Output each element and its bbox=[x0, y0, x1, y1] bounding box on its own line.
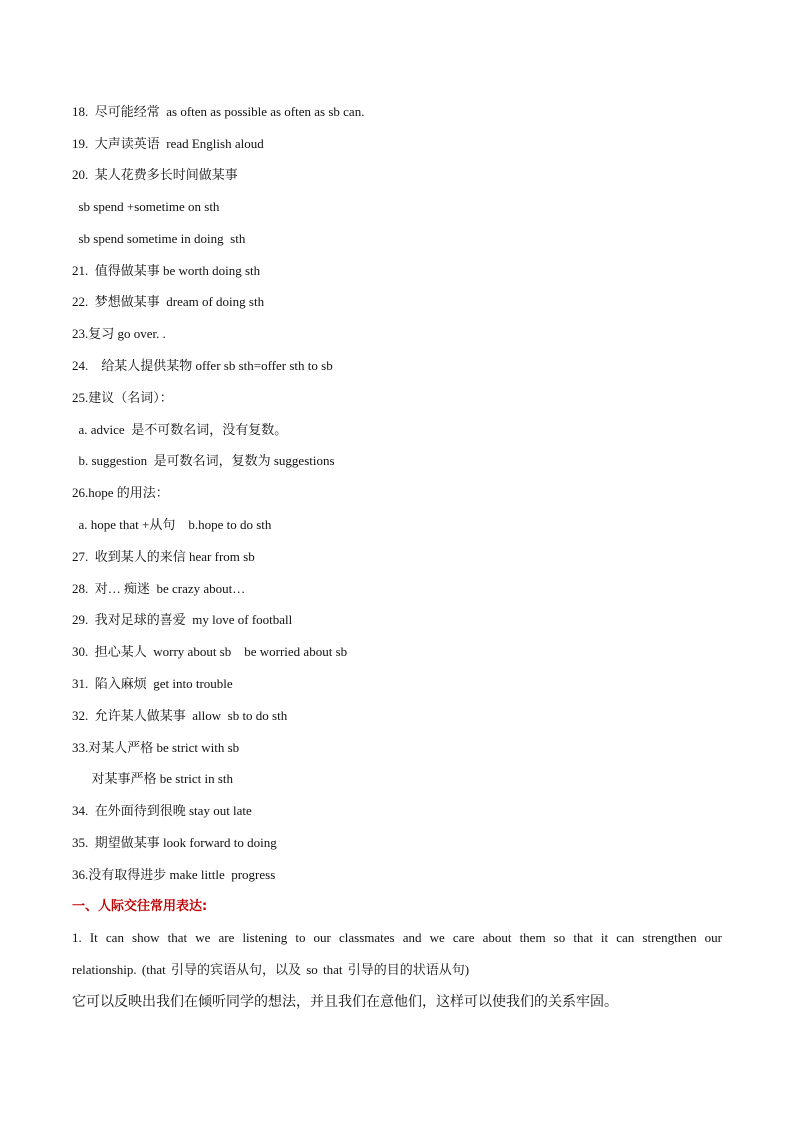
list-item: 33.对某人严格 be strict with sb bbox=[72, 740, 240, 755]
list-item: a. hope that +从句 b.hope to do sth bbox=[72, 517, 272, 532]
list-item: 22. 梦想做某事 dream of doing sth bbox=[72, 294, 265, 309]
list-item: 21. 值得做某事 be worth doing sth bbox=[72, 263, 261, 278]
list-item: 29. 我对足球的喜爱 my love of football bbox=[72, 612, 293, 627]
example-sentence-english: 1. It can show that we are listening to our classmates and we care about them so that it can strengthen our relationship. (that 引导的宾语从句，以及 so that 引导的目的状语从句) bbox=[72, 930, 722, 977]
list-item: 31. 陷入麻烦 get into trouble bbox=[72, 676, 233, 691]
list-item: 23.复习 go over. . bbox=[72, 326, 166, 341]
list-item: 30. 担心某人 worry about sb be worried about sb bbox=[72, 644, 348, 659]
list-item: 32. 允许某人做某事 allow sb to do sth bbox=[72, 708, 288, 723]
list-item: 24. 给某人提供某物 offer sb sth=offer sth to sb bbox=[72, 358, 333, 373]
example-sentence-chinese: 它可以反映出我们在倾听同学的想法，并且我们在意他们，这样可以使我们的关系牢固。 bbox=[72, 994, 618, 1010]
list-item: 28. 对… 痴迷 be crazy about… bbox=[72, 581, 246, 596]
list-item: sb spend sometime in doing sth bbox=[72, 231, 246, 246]
list-item: 18. 尽可能经常 as often as possible as often as sb can. bbox=[72, 104, 365, 119]
list-item: 35. 期望做某事 look forward to doing bbox=[72, 835, 277, 850]
list-item: 34. 在外面待到很晚 stay out late bbox=[72, 803, 252, 818]
list-item: a. advice 是不可数名词，没有复数。 bbox=[72, 422, 288, 437]
section-heading: 一、人际交往常用表达: bbox=[72, 899, 208, 914]
list-item: 对某事严格 be strict in sth bbox=[72, 771, 234, 786]
list-item: 19. 大声读英语 read English aloud bbox=[72, 136, 264, 151]
list-item: 26.hope 的用法： bbox=[72, 485, 169, 500]
list-item: 20. 某人花费多长时间做某事 bbox=[72, 167, 238, 182]
list-item: 27. 收到某人的来信 hear from sb bbox=[72, 549, 255, 564]
list-item: b. suggestion 是可数名词，复数为 suggestions bbox=[72, 453, 335, 468]
list-item: sb spend +sometime on sth bbox=[72, 199, 220, 214]
list-item: 36.没有取得进步 make little progress bbox=[72, 867, 276, 882]
list-item: 25.建议（名词）： bbox=[72, 390, 173, 405]
